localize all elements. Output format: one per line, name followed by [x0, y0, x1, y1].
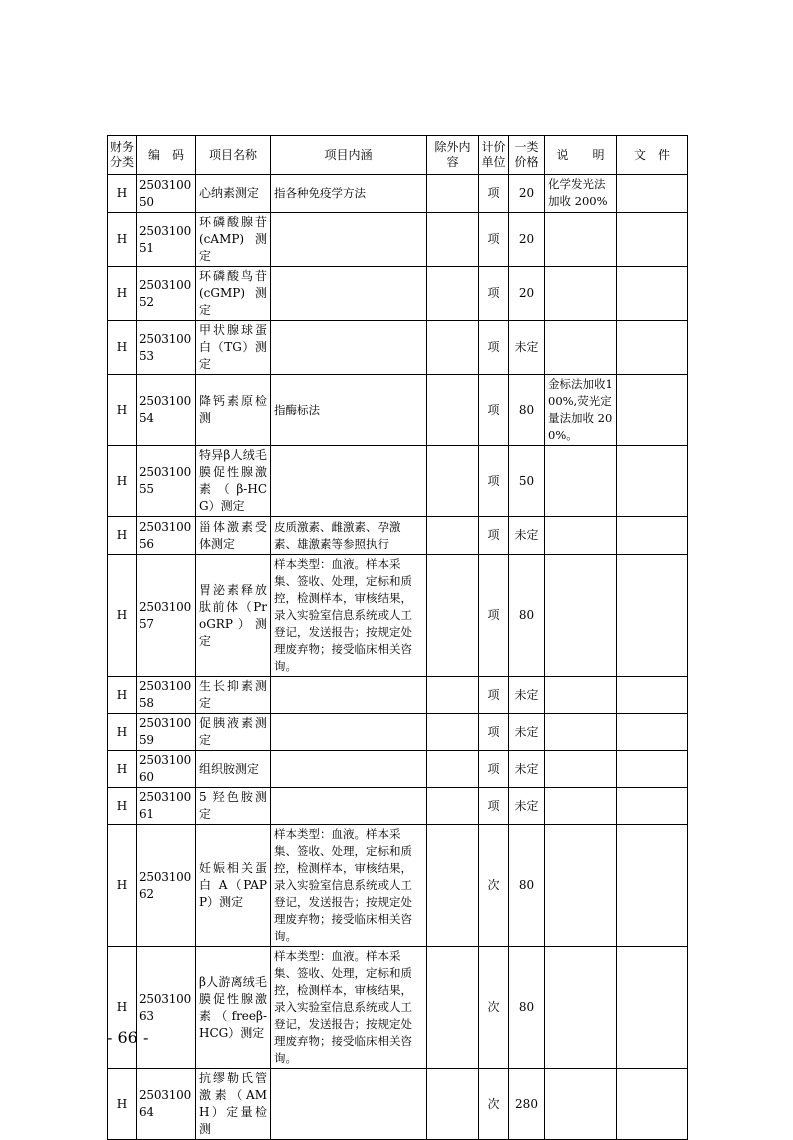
cell-document: [617, 321, 688, 375]
cell-category: H: [108, 1069, 137, 1140]
cell-unit: 项: [479, 517, 509, 555]
cell-note: [545, 947, 617, 1069]
cell-excluded: [427, 825, 479, 947]
cell-excluded: [427, 321, 479, 375]
cell-document: [617, 714, 688, 751]
cell-note: 化学发光法加收 200%: [545, 175, 617, 213]
header-unit: 计价单位: [479, 136, 509, 175]
cell-code: 250310054: [137, 375, 196, 446]
cell-code: 250310052: [137, 267, 196, 321]
cell-unit: 项: [479, 267, 509, 321]
cell-note: [545, 677, 617, 714]
cell-unit: 项: [479, 213, 509, 267]
cell-content: [271, 788, 427, 825]
cell-code: 250310057: [137, 555, 196, 677]
cell-document: [617, 213, 688, 267]
cell-category: H: [108, 555, 137, 677]
cell-name: 甲状腺球蛋白（TG）测定: [196, 321, 271, 375]
cell-name: 特异β人绒毛膜促性腺激素（β-HCG）测定: [196, 446, 271, 517]
cell-excluded: [427, 267, 479, 321]
cell-content: [271, 321, 427, 375]
cell-content: 样本类型：血液。样本采集、签收、处理，定标和质控，检测样本，审核结果，录入实验室信息系统或人工登记，发送报告；按规定处理废弃物；接受临床相关咨询。: [271, 555, 427, 677]
cell-content: [271, 446, 427, 517]
cell-note: [545, 751, 617, 788]
cell-name: 组织胺测定: [196, 751, 271, 788]
cell-unit: 项: [479, 375, 509, 446]
cell-name: 生长抑素测定: [196, 677, 271, 714]
cell-excluded: [427, 751, 479, 788]
table-row: [108, 517, 688, 555]
cell-content: 皮质激素、雌激素、孕激素、雄激素等参照执行: [271, 517, 427, 555]
cell-category: H: [108, 446, 137, 517]
cell-unit: 项: [479, 714, 509, 751]
cell-price: 未定: [509, 517, 545, 555]
cell-price: 未定: [509, 751, 545, 788]
cell-unit: 次: [479, 825, 509, 947]
cell-name: 促胰液素测定: [196, 714, 271, 751]
cell-name: 环磷酸腺苷(cAMP)测定: [196, 213, 271, 267]
cell-content: 样本类型：血液。样本采集、签收、处理，定标和质控，检测样本，审核结果，录入实验室信息系统或人工登记，发送报告；按规定处理废弃物；接受临床相关咨询。: [271, 825, 427, 947]
cell-category: H: [108, 788, 137, 825]
cell-excluded: [427, 947, 479, 1069]
cell-document: [617, 446, 688, 517]
table-row: [108, 677, 688, 714]
cell-category: H: [108, 825, 137, 947]
table-row: [108, 321, 688, 375]
cell-excluded: [427, 555, 479, 677]
cell-price: 20: [509, 213, 545, 267]
cell-name: 抗缪勒氏管激素（AMH）定量检测: [196, 1069, 271, 1140]
cell-unit: 项: [479, 677, 509, 714]
cell-price: 80: [509, 375, 545, 446]
cell-note: [545, 788, 617, 825]
cell-code: 250310050: [137, 175, 196, 213]
cell-price: 未定: [509, 714, 545, 751]
cell-category: H: [108, 175, 137, 213]
cell-content: [271, 267, 427, 321]
cell-price: 50: [509, 446, 545, 517]
table-row: [108, 751, 688, 788]
header-document: 文 件: [617, 136, 688, 175]
cell-content: 样本类型：血液。样本采集、签收、处理，定标和质控，检测样本，审核结果，录入实验室信息系统或人工登记，发送报告；按规定处理废弃物；接受临床相关咨询。: [271, 947, 427, 1069]
cell-name: 降钙素原检测: [196, 375, 271, 446]
cell-price: 20: [509, 267, 545, 321]
cell-price: 80: [509, 947, 545, 1069]
table-row: [108, 1069, 688, 1140]
cell-excluded: [427, 517, 479, 555]
header-content: 项目内涵: [271, 136, 427, 175]
table-row: [108, 947, 688, 1069]
cell-name: 心纳素测定: [196, 175, 271, 213]
cell-code: 250310061: [137, 788, 196, 825]
cell-price: 未定: [509, 321, 545, 375]
cell-code: 250310059: [137, 714, 196, 751]
cell-note: [545, 267, 617, 321]
page-number: - 66 -: [107, 1028, 149, 1047]
cell-price: 未定: [509, 677, 545, 714]
cell-content: 指酶标法: [271, 375, 427, 446]
cell-note: [545, 517, 617, 555]
cell-code: 250310064: [137, 1069, 196, 1140]
cell-code: 250310063: [137, 947, 196, 1069]
cell-name: 甾体激素受体测定: [196, 517, 271, 555]
cell-excluded: [427, 446, 479, 517]
cell-excluded: [427, 714, 479, 751]
cell-code: 250310056: [137, 517, 196, 555]
cell-price: 80: [509, 825, 545, 947]
cell-excluded: [427, 788, 479, 825]
header-category: 财务分类: [108, 136, 137, 175]
cell-code: 250310062: [137, 825, 196, 947]
cell-name: 环磷酸鸟苷(cGMP)测定: [196, 267, 271, 321]
cell-code: 250310051: [137, 213, 196, 267]
cell-note: 金标法加收100%,荧光定量法加收 200%。: [545, 375, 617, 446]
cell-content: [271, 1069, 427, 1140]
cell-unit: 项: [479, 555, 509, 677]
cell-category: H: [108, 947, 137, 1069]
cell-name: 5 羟色胺测定: [196, 788, 271, 825]
table-row: [108, 267, 688, 321]
cell-excluded: [427, 213, 479, 267]
cell-category: H: [108, 267, 137, 321]
table-row: [108, 555, 688, 677]
table-body: [108, 175, 688, 1140]
cell-note: [545, 555, 617, 677]
cell-excluded: [427, 1069, 479, 1140]
cell-content: [271, 714, 427, 751]
cell-note: [545, 714, 617, 751]
cell-code: 250310058: [137, 677, 196, 714]
table-row: [108, 446, 688, 517]
table-row: [108, 213, 688, 267]
table-row: [108, 714, 688, 751]
header-note: 说 明: [545, 136, 617, 175]
cell-document: [617, 517, 688, 555]
cell-document: [617, 375, 688, 446]
table-header-row: [108, 136, 688, 175]
table-row: [108, 825, 688, 947]
cell-category: H: [108, 751, 137, 788]
cell-unit: 次: [479, 947, 509, 1069]
cell-unit: 次: [479, 1069, 509, 1140]
table-row: [108, 175, 688, 213]
cell-category: H: [108, 677, 137, 714]
cell-unit: 项: [479, 175, 509, 213]
cell-price: 280: [509, 1069, 545, 1140]
cell-unit: 项: [479, 788, 509, 825]
cell-unit: 项: [479, 321, 509, 375]
cell-category: H: [108, 213, 137, 267]
cell-category: H: [108, 517, 137, 555]
cell-note: [545, 1069, 617, 1140]
cell-document: [617, 825, 688, 947]
cell-unit: 项: [479, 751, 509, 788]
header-price: 一类价格: [509, 136, 545, 175]
cell-name: 胃泌素释放肽前体（ProGRP）测定: [196, 555, 271, 677]
cell-category: H: [108, 375, 137, 446]
cell-content: [271, 751, 427, 788]
cell-document: [617, 267, 688, 321]
cell-price: 20: [509, 175, 545, 213]
table-row: [108, 375, 688, 446]
cell-excluded: [427, 375, 479, 446]
cell-name: 妊娠相关蛋白 A（PAPP）测定: [196, 825, 271, 947]
cell-price: 未定: [509, 788, 545, 825]
cell-document: [617, 1069, 688, 1140]
cell-document: [617, 788, 688, 825]
cell-document: [617, 555, 688, 677]
cell-code: 250310060: [137, 751, 196, 788]
cell-content: [271, 677, 427, 714]
header-name: 项目名称: [196, 136, 271, 175]
cell-note: [545, 825, 617, 947]
header-code: 编 码: [137, 136, 196, 175]
cell-name: β人游离绒毛膜促性腺激素（freeβ-HCG）测定: [196, 947, 271, 1069]
header-excluded: 除外内容: [427, 136, 479, 175]
cell-excluded: [427, 677, 479, 714]
cell-note: [545, 446, 617, 517]
cell-category: H: [108, 321, 137, 375]
cell-excluded: [427, 175, 479, 213]
price-table: [107, 135, 688, 1140]
cell-content: 指各种免疫学方法: [271, 175, 427, 213]
cell-note: [545, 213, 617, 267]
cell-document: [617, 175, 688, 213]
cell-content: [271, 213, 427, 267]
cell-code: 250310055: [137, 446, 196, 517]
cell-unit: 项: [479, 446, 509, 517]
cell-price: 80: [509, 555, 545, 677]
table-row: [108, 788, 688, 825]
cell-document: [617, 947, 688, 1069]
cell-note: [545, 321, 617, 375]
cell-document: [617, 677, 688, 714]
cell-category: H: [108, 714, 137, 751]
cell-document: [617, 751, 688, 788]
cell-code: 250310053: [137, 321, 196, 375]
